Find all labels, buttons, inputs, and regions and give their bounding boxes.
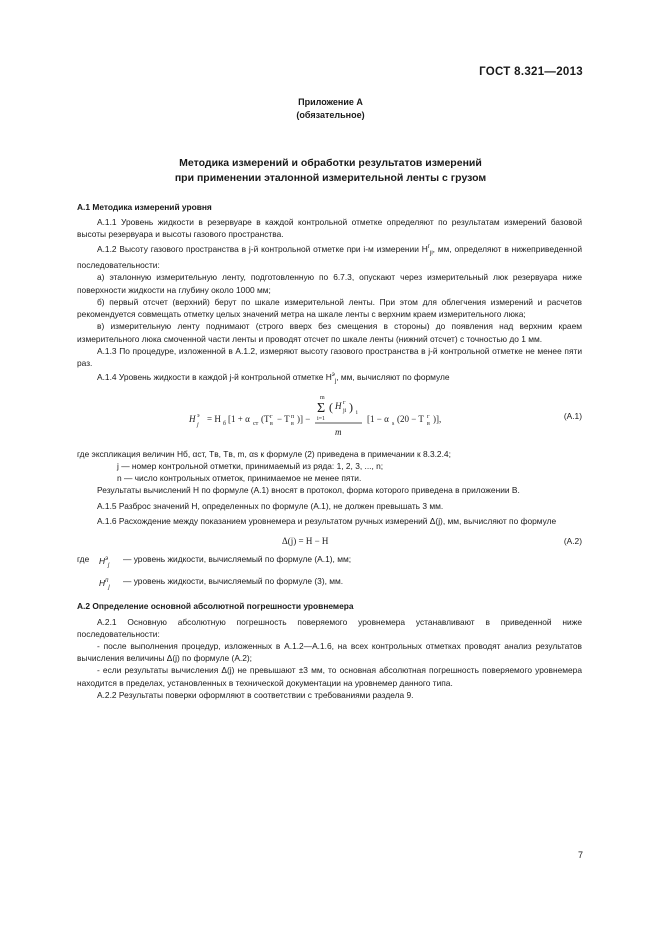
- svg-text:в: в: [270, 420, 273, 427]
- formula-a1-number: (А.1): [563, 410, 582, 421]
- svg-text:(T: (T: [261, 413, 270, 424]
- svg-text:в: в: [427, 420, 430, 427]
- svg-text:[1 − α: [1 − α: [367, 413, 389, 424]
- svg-text:)] −: )] −: [297, 413, 311, 424]
- svg-text:[1 + α: [1 + α: [228, 413, 250, 424]
- paragraph-a1-2-b: б) первый отсчет (верхний) берут по шкале измерительной ленты. При этом для облегчения измерений и расчетов рекомендуется совмещать отметку целых значений метра на шкале ленты с верхним краем измерительного люка;: [77, 296, 582, 320]
- svg-text:б: б: [223, 420, 227, 427]
- paragraph-a1-1: А.1.1 Уровень жидкости в резервуаре в каждой контрольной отметке определяют по результатам измерений базовой высоты резервуара и высоты газового пространства.: [77, 217, 582, 240]
- paragraph-a2-1: А.2.1 Основную абсолютную погрешность поверяемого уровнемера устанавливают в приведенной ниже последовательности:: [77, 616, 582, 639]
- svg-text:s: s: [392, 420, 395, 427]
- bullet-1: - после выполнения процедур, изложенных в А.1.2—А.1.6, на всех контрольных отметках проводят анализ результатов вычисления величины Δ(j) по формуле (А.2);: [77, 640, 582, 664]
- standard-number: ГОСТ 8.321—2013: [479, 66, 583, 78]
- document-body: [77, 201, 582, 701]
- paragraph-a1-3: А.1.3 По процедуре, изложенной в А.1.2, измеряют высоту газового пространства в j-й контрольной отметке не менее пяти раз.: [77, 345, 582, 368]
- svg-text:m: m: [335, 426, 342, 437]
- svg-text:(20 − T: (20 − T: [397, 413, 424, 424]
- paragraph-a1-5: А.1.5 Разброс значений H, определенных по формуле (А.1), не должен превышать 3 мм.: [97, 500, 444, 511]
- paragraph-a1-4: А.1.4 Уровень жидкости в каждой j-й контрольной отметке $H^э_j$, мм, вычисляют по формуле: [97, 371, 450, 385]
- formula-a1: [77, 390, 582, 444]
- definition-n: n — число контрольных отметок, принимаемое не менее пяти.: [117, 473, 362, 484]
- symbol-h-u: $H^п_j$: [99, 577, 110, 591]
- svg-text:)],: )],: [433, 413, 442, 424]
- document-title: [0, 156, 661, 186]
- document-title-line-1: Методика измерений и обработки результатов измерений: [179, 157, 482, 169]
- page-number: 7: [577, 850, 583, 860]
- section-heading-a1: А.1 Методика измерений уровня: [77, 202, 212, 212]
- svg-text:г: г: [270, 413, 273, 420]
- results-paragraph: Результаты вычислений H по формуле (А.1) вносят в протокол, форма которого приведена в приложении В.: [97, 485, 520, 496]
- annex-title: Приложение А: [298, 97, 363, 107]
- svg-text:г: г: [343, 399, 346, 406]
- definitions-list: [77, 460, 582, 484]
- svg-text:H: H: [189, 413, 196, 424]
- svg-text:): ): [349, 399, 353, 414]
- svg-text:в: в: [291, 420, 294, 427]
- svg-text:ji: ji: [343, 407, 347, 414]
- svg-text:j: j: [197, 421, 199, 428]
- explication-paragraph: где экспликация величин Hб, αст, Tв, Tв, m, αs к формуле (2) приведена в примечании к 8.3.2.4;: [77, 448, 451, 459]
- paragraph-a2-2: А.2.2 Результаты поверки оформляют в соответствии с требованиями раздела 9.: [97, 689, 414, 700]
- where-row-1: где $H^э_j$ — уровень жидкости, вычисляемый по формуле (А.1), мм;: [77, 553, 582, 572]
- formula-a2-number: (А.2): [563, 536, 582, 546]
- formula-a2: [77, 531, 582, 549]
- svg-text:H: H: [335, 400, 342, 411]
- paragraph-a1-2-a: а) эталонную измерительную ленту, подготовленную по 6.7.3, опускают через измерительный люк резервуара ниже поверхности жидкости на глубину около 1000 мм;: [77, 272, 582, 295]
- svg-text:i=1: i=1: [317, 415, 326, 422]
- svg-text:i: i: [356, 409, 358, 416]
- document-title-line-2: при применении эталонной измерительной ленты с грузом: [174, 172, 487, 184]
- svg-text:э: э: [197, 412, 200, 419]
- formula-a1-svg: [77, 390, 582, 444]
- svg-text:п: п: [291, 413, 295, 420]
- svg-text:Σ: Σ: [317, 400, 326, 416]
- paragraph-a1-2: А.1.2 Высоту газового пространства в j-й контрольной отметке при i-м измерении $H^г_{ji}$, мм, определяют в нижеприведенной последовательности:: [77, 243, 582, 271]
- definition-j: j — номер контрольной отметки, принимаемый из ряда: 1, 2, 3, ..., n;: [117, 460, 384, 471]
- formula-a2-body: Δ(j) = H − H: [282, 536, 329, 546]
- paragraph-a1-2-v: в) измерительную ленту поднимают (строго вверх без смещения в стороны) до появления над верхним краем измерительного люка смоченной части ленты и проводят отсчет по шкале ленты (нижний отсчет) с точностью до 1 мм.: [77, 321, 582, 344]
- svg-text:− T: − T: [277, 413, 290, 424]
- section-heading-a2: А.2 Определение основной абсолютной погрешности уровнемера: [77, 601, 354, 612]
- svg-text:ст: ст: [253, 420, 259, 427]
- svg-text:г: г: [427, 413, 430, 420]
- paragraph-a1-6: А.1.6 Расхождение между показанием уровнемера и результатом ручных измерений Δ(j), мм, вычисляют по формуле: [97, 515, 557, 526]
- annex-status: (обязательное): [296, 110, 365, 120]
- svg-text:m: m: [320, 394, 325, 401]
- symbol-h-e: $H^э_j$: [99, 555, 110, 569]
- svg-text:(: (: [329, 399, 333, 414]
- svg-text:= H: = H: [207, 413, 221, 424]
- annex-heading: [0, 96, 661, 122]
- bullet-2: - если результаты вычисления Δ(j) не превышают ±3 мм, то основная абсолютная погрешность поверяемого уровнемера находится в пределах, установленных в технической документации на уровнемер данного типа.: [77, 665, 582, 688]
- where-row-2: $H^п_j$ — уровень жидкости, вычисляемый по формуле (3), мм.: [77, 575, 582, 594]
